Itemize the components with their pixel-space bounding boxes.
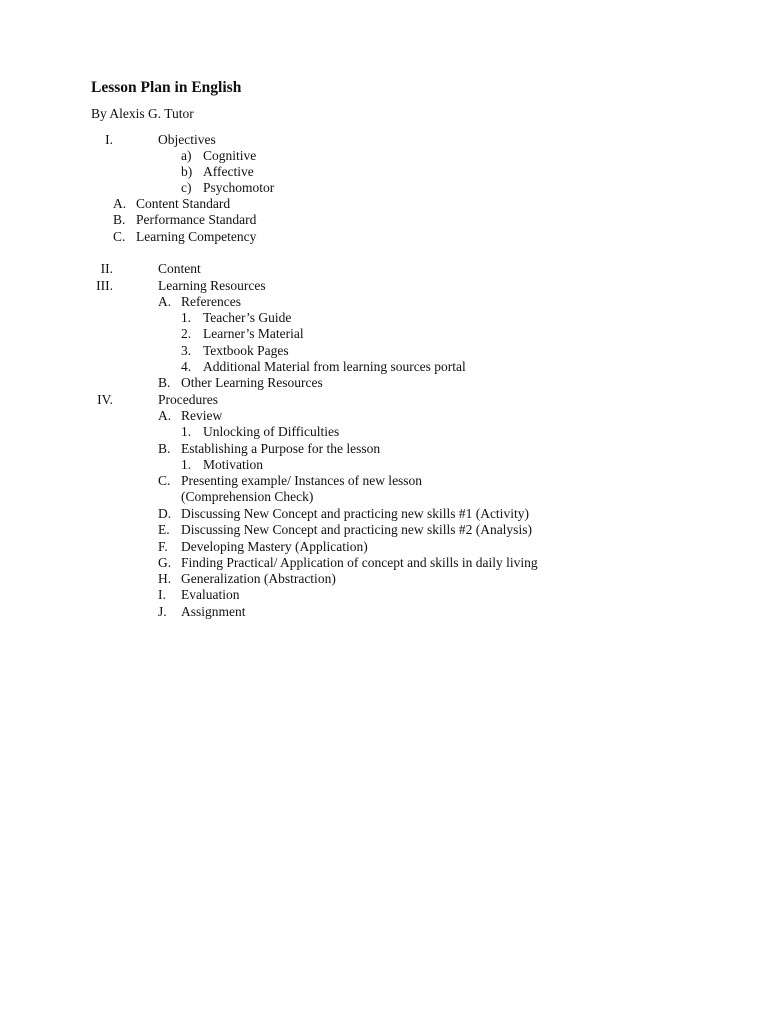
list-label: Additional Material from learning sources portal [203, 359, 466, 374]
outline-label: Objectives [158, 132, 216, 147]
list-marker: 1. [181, 310, 192, 325]
list-label: Unlocking of Difficulties [203, 424, 340, 439]
list-label: Teacher’s Guide [203, 310, 292, 325]
list-label: Cognitive [203, 148, 257, 163]
list-label: References [181, 294, 241, 309]
list-label: Learning Competency [136, 229, 257, 244]
list-marker: C. [113, 229, 126, 244]
list-label: Assignment [181, 604, 246, 619]
list-label: Textbook Pages [203, 343, 289, 358]
document-author: By Alexis G. Tutor [91, 106, 194, 121]
list-marker: B. [158, 375, 171, 390]
list-marker: 2. [181, 326, 192, 341]
outline-numeral: IV. [97, 392, 113, 407]
outline-label: Procedures [158, 392, 218, 407]
list-marker: A. [113, 196, 127, 211]
list-label: Discussing New Concept and practicing new skills #2 (Analysis) [181, 522, 532, 537]
list-label: Developing Mastery (Application) [181, 539, 368, 554]
list-marker: c) [181, 180, 192, 195]
list-label: Learner’s Material [203, 326, 304, 341]
list-marker: B. [158, 441, 171, 456]
outline-numeral: III. [96, 278, 113, 293]
list-marker: J. [158, 604, 167, 619]
list-label: Presenting example/ Instances of new lesson [181, 473, 423, 488]
list-marker: C. [158, 473, 171, 488]
list-marker: 1. [181, 424, 192, 439]
list-marker: 3. [181, 343, 192, 358]
list-label: Evaluation [181, 587, 240, 602]
list-label: Affective [203, 164, 254, 179]
outline-numeral: II. [100, 261, 113, 276]
list-marker: 4. [181, 359, 192, 374]
list-marker: H. [158, 571, 172, 586]
outline-label: Content [158, 261, 201, 276]
list-label: Motivation [203, 457, 263, 472]
list-label: Psychomotor [203, 180, 275, 195]
list-marker: F. [158, 539, 168, 554]
list-label: Discussing New Concept and practicing new skills #1 (Activity) [181, 506, 529, 521]
list-marker: E. [158, 522, 170, 537]
list-marker: G. [158, 555, 172, 570]
list-label: (Comprehension Check) [181, 489, 314, 504]
list-label: Establishing a Purpose for the lesson [181, 441, 381, 456]
list-marker: I. [158, 587, 166, 602]
document-title: Lesson Plan in English [91, 79, 242, 96]
list-marker: A. [158, 408, 172, 423]
list-marker: B. [113, 212, 126, 227]
list-label: Performance Standard [136, 212, 257, 227]
list-marker: b) [181, 164, 193, 179]
list-label: Content Standard [136, 196, 231, 211]
list-marker: D. [158, 506, 172, 521]
outline-numeral: I. [105, 132, 113, 147]
outline-label: Learning Resources [158, 278, 266, 293]
list-marker: 1. [181, 457, 192, 472]
list-label: Generalization (Abstraction) [181, 571, 336, 586]
list-marker: a) [181, 148, 192, 163]
list-label: Review [181, 408, 223, 423]
list-label: Finding Practical/ Application of concept and skills in daily living [181, 555, 538, 570]
list-label: Other Learning Resources [181, 375, 323, 390]
list-marker: A. [158, 294, 172, 309]
